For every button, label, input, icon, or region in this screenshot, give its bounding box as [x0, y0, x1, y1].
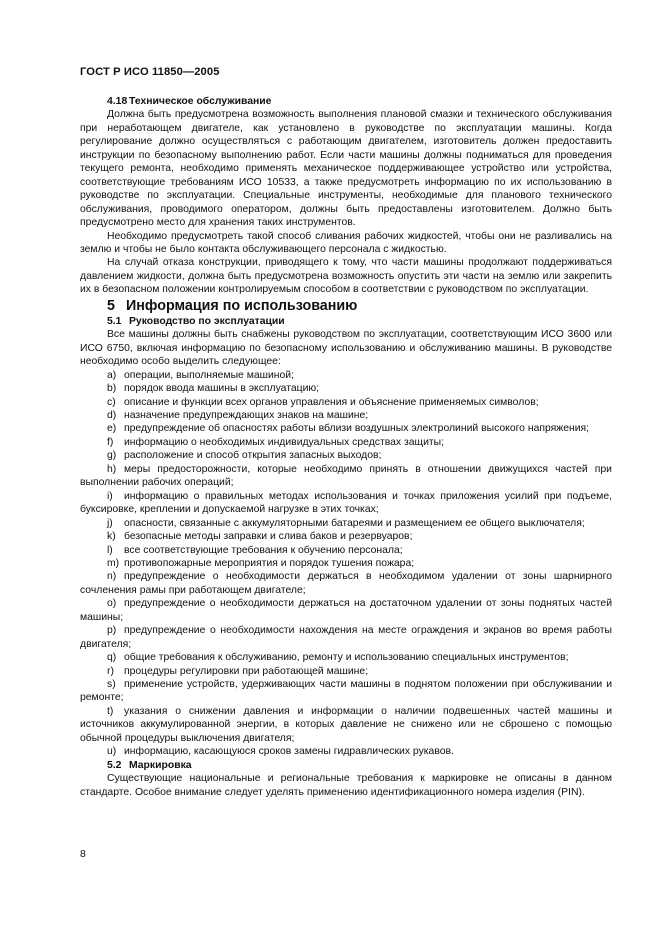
list-item-letter: l) [107, 544, 113, 556]
list-item-letter: b) [107, 383, 117, 395]
list-item [80, 557, 612, 570]
list-item-letter: q) [107, 652, 117, 664]
list-item [80, 678, 612, 705]
list-item-letter: a) [107, 369, 117, 381]
list-item-letter: s) [107, 679, 116, 691]
list-item-text: безопасные методы заправки и слива баков и резервуаров; [124, 531, 413, 543]
list-item-text: назначение предупреждающих знаков на машине; [124, 409, 369, 421]
paragraph: Должна быть предусмотрена возможность выполнения плановой смазки и технического обслуживания при неработающем двигателе, как установлено в руководстве по эксплуатации машины. Когда регулирование должно осуществляться с работающим двигателем, изготовитель должен предоставить инструкции по безопасному выполнению работ. Если части машины должны подниматься для проведения текущего ремонта, необходимо применять механическое поддерживающее устройство или устройства, соответствующие требованиям ИСО 10533, а также предусмотреть информацию по их использованию в руководстве по эксплуатации. Специальные инструменты, необходимые для планового технического обслуживания, проводимого оператором, должны быть предоставлены изготовителем. Должно быть предусмотрено место для хранения таких инструментов. [80, 109, 612, 229]
list-item [80, 544, 612, 557]
list-item-text: применение устройств, удерживающих части машины в поднятом положении при обслуживании и ремонте; [80, 679, 612, 704]
list-item [80, 665, 612, 678]
list-item-text: информацию о необходимых индивидуальных средствах защиты; [124, 436, 444, 448]
paragraph: На случай отказа конструкции, приводящего к тому, что части машины продолжают поддерживаться давлением жидкости, должна быть предусмотрена возможность опустить эти части на землю или закрепить их в безопасном положении контролируемым способом в соответствии с руководством по эксплуатации. [80, 257, 612, 296]
section-heading-5 [80, 297, 612, 315]
section-number: 5.1 [107, 315, 122, 327]
page-number: 8 [80, 849, 86, 860]
list-item-text: меры предосторожности, которые необходимо принять в отношении движущихся частей при выполнении рабочих операций; [80, 463, 612, 489]
list-item-letter: d) [107, 409, 117, 421]
section-title: Техническое обслуживание [129, 96, 272, 107]
section-heading-5-1 [80, 315, 612, 328]
document-header: ГОСТ Р ИСО 11850—2005 [80, 66, 220, 78]
list-item-letter: o) [107, 598, 117, 610]
section-heading-4-18 [80, 95, 612, 108]
section-number: 5.2 [107, 759, 122, 771]
paragraph: Необходимо предусмотреть такой способ сливания рабочих жидкостей, чтобы они не разливались на землю и чтобы не было контакта обслуживающего персонала с жидкостью. [80, 230, 612, 255]
list-item [80, 651, 612, 664]
section-number: 4.18 [107, 96, 128, 107]
list-item [80, 597, 612, 624]
list-item-letter: p) [107, 625, 117, 637]
list-item-letter: h) [107, 463, 117, 475]
list-item-letter: g) [107, 450, 117, 462]
list-item [80, 517, 612, 530]
list-item-text: указания о снижении давления и информации о наличии подвешенных частей машины и источников аккумулированной энергии, в которых давление не снижено или не сброшено с помощью обычной процедуры выключения двигателя; [80, 705, 612, 744]
section-title: Руководство по эксплуатации [129, 315, 285, 327]
list-item-text: предупреждение об опасностях работы вблизи воздушных электролиний высокого напряжения; [124, 423, 590, 435]
list-item-text: общие требования к обслуживанию, ремонту и использованию специальных инструментов; [124, 652, 569, 664]
list-item-text: порядок ввода машины в эксплуатацию; [124, 383, 320, 395]
list-item-text: опасности, связанные с аккумуляторными батареями и размещением ее общего выключателя; [124, 517, 585, 529]
list-item-letter: k) [107, 531, 116, 543]
section-title: Информация по использованию [126, 297, 358, 314]
list-item-text: противопожарные мероприятия и порядок тушения пожара; [124, 557, 415, 569]
list-item [80, 436, 612, 449]
list-item [80, 369, 612, 382]
list-item [80, 624, 612, 651]
section-heading-5-2 [80, 759, 612, 772]
list-item [80, 449, 612, 462]
list-item-letter: j) [107, 517, 113, 529]
section-title: Маркировка [129, 759, 192, 771]
list-item [80, 745, 612, 758]
list-item [80, 705, 612, 745]
list-item [80, 382, 612, 395]
list-item-text: описание и функции всех органов управления и объяснение применяемых символов; [124, 396, 539, 408]
list-item-text: предупреждение о необходимости держаться на достаточном удалении от зоны поднятых частей машины; [80, 598, 612, 623]
list-item-letter: f) [107, 436, 114, 448]
list-item [80, 396, 612, 409]
list-item [80, 422, 612, 435]
list-item [80, 409, 612, 422]
paragraph: Существующие национальные и региональные требования к маркировке не описаны в данном стандарте. Особое внимание следует уделять применению идентификационного номера изделия (PIN). [80, 773, 612, 798]
list-item-letter: t) [107, 705, 114, 717]
list-item-text: предупреждение о необходимости держаться в необходимом удалении от зоны шарнирного сочленения рамы при работающем двигателе; [80, 571, 612, 596]
list-item-letter: c) [107, 396, 116, 408]
list-item-letter: e) [107, 423, 117, 435]
list-item [80, 463, 612, 490]
section-number: 5 [107, 297, 115, 314]
list-item-letter: n) [107, 571, 117, 583]
document-body [80, 95, 612, 799]
list-item-letter: r) [107, 665, 114, 677]
list-item [80, 490, 612, 517]
list-item [80, 570, 612, 597]
list-item-letter: m) [107, 557, 120, 569]
list-item-letter: u) [107, 746, 117, 758]
list-item-letter: i) [107, 490, 113, 502]
list-item [80, 530, 612, 543]
list-item-text: предупреждение о необходимости нахождения на месте ограждения и экранов во время работы двигателя; [80, 625, 612, 650]
list-item-text: информацию о правильных методах использования и точках приложения усилий при подъеме, буксировке, креплении и допускаемой нагрузке в этих точках; [80, 490, 612, 516]
requirements-list [80, 369, 612, 759]
list-item-text: расположение и способ открытия запасных выходов; [124, 450, 382, 462]
paragraph: Все машины должны быть снабжены руководством по эксплуатации, соответствующим ИСО 3600 или ИСО 6750, включая информацию по безопасному использованию и обслуживанию машины. В руководстве необходимо особо выделить следующее: [80, 329, 612, 368]
list-item-text: процедуры регулировки при работающей машине; [124, 665, 369, 677]
list-item-text: информацию, касающуюся сроков замены гидравлических рукавов. [124, 746, 454, 758]
list-item-text: все соответствующие требования к обучению персонала; [124, 544, 403, 556]
list-item-text: операции, выполняемые машиной; [124, 369, 294, 381]
